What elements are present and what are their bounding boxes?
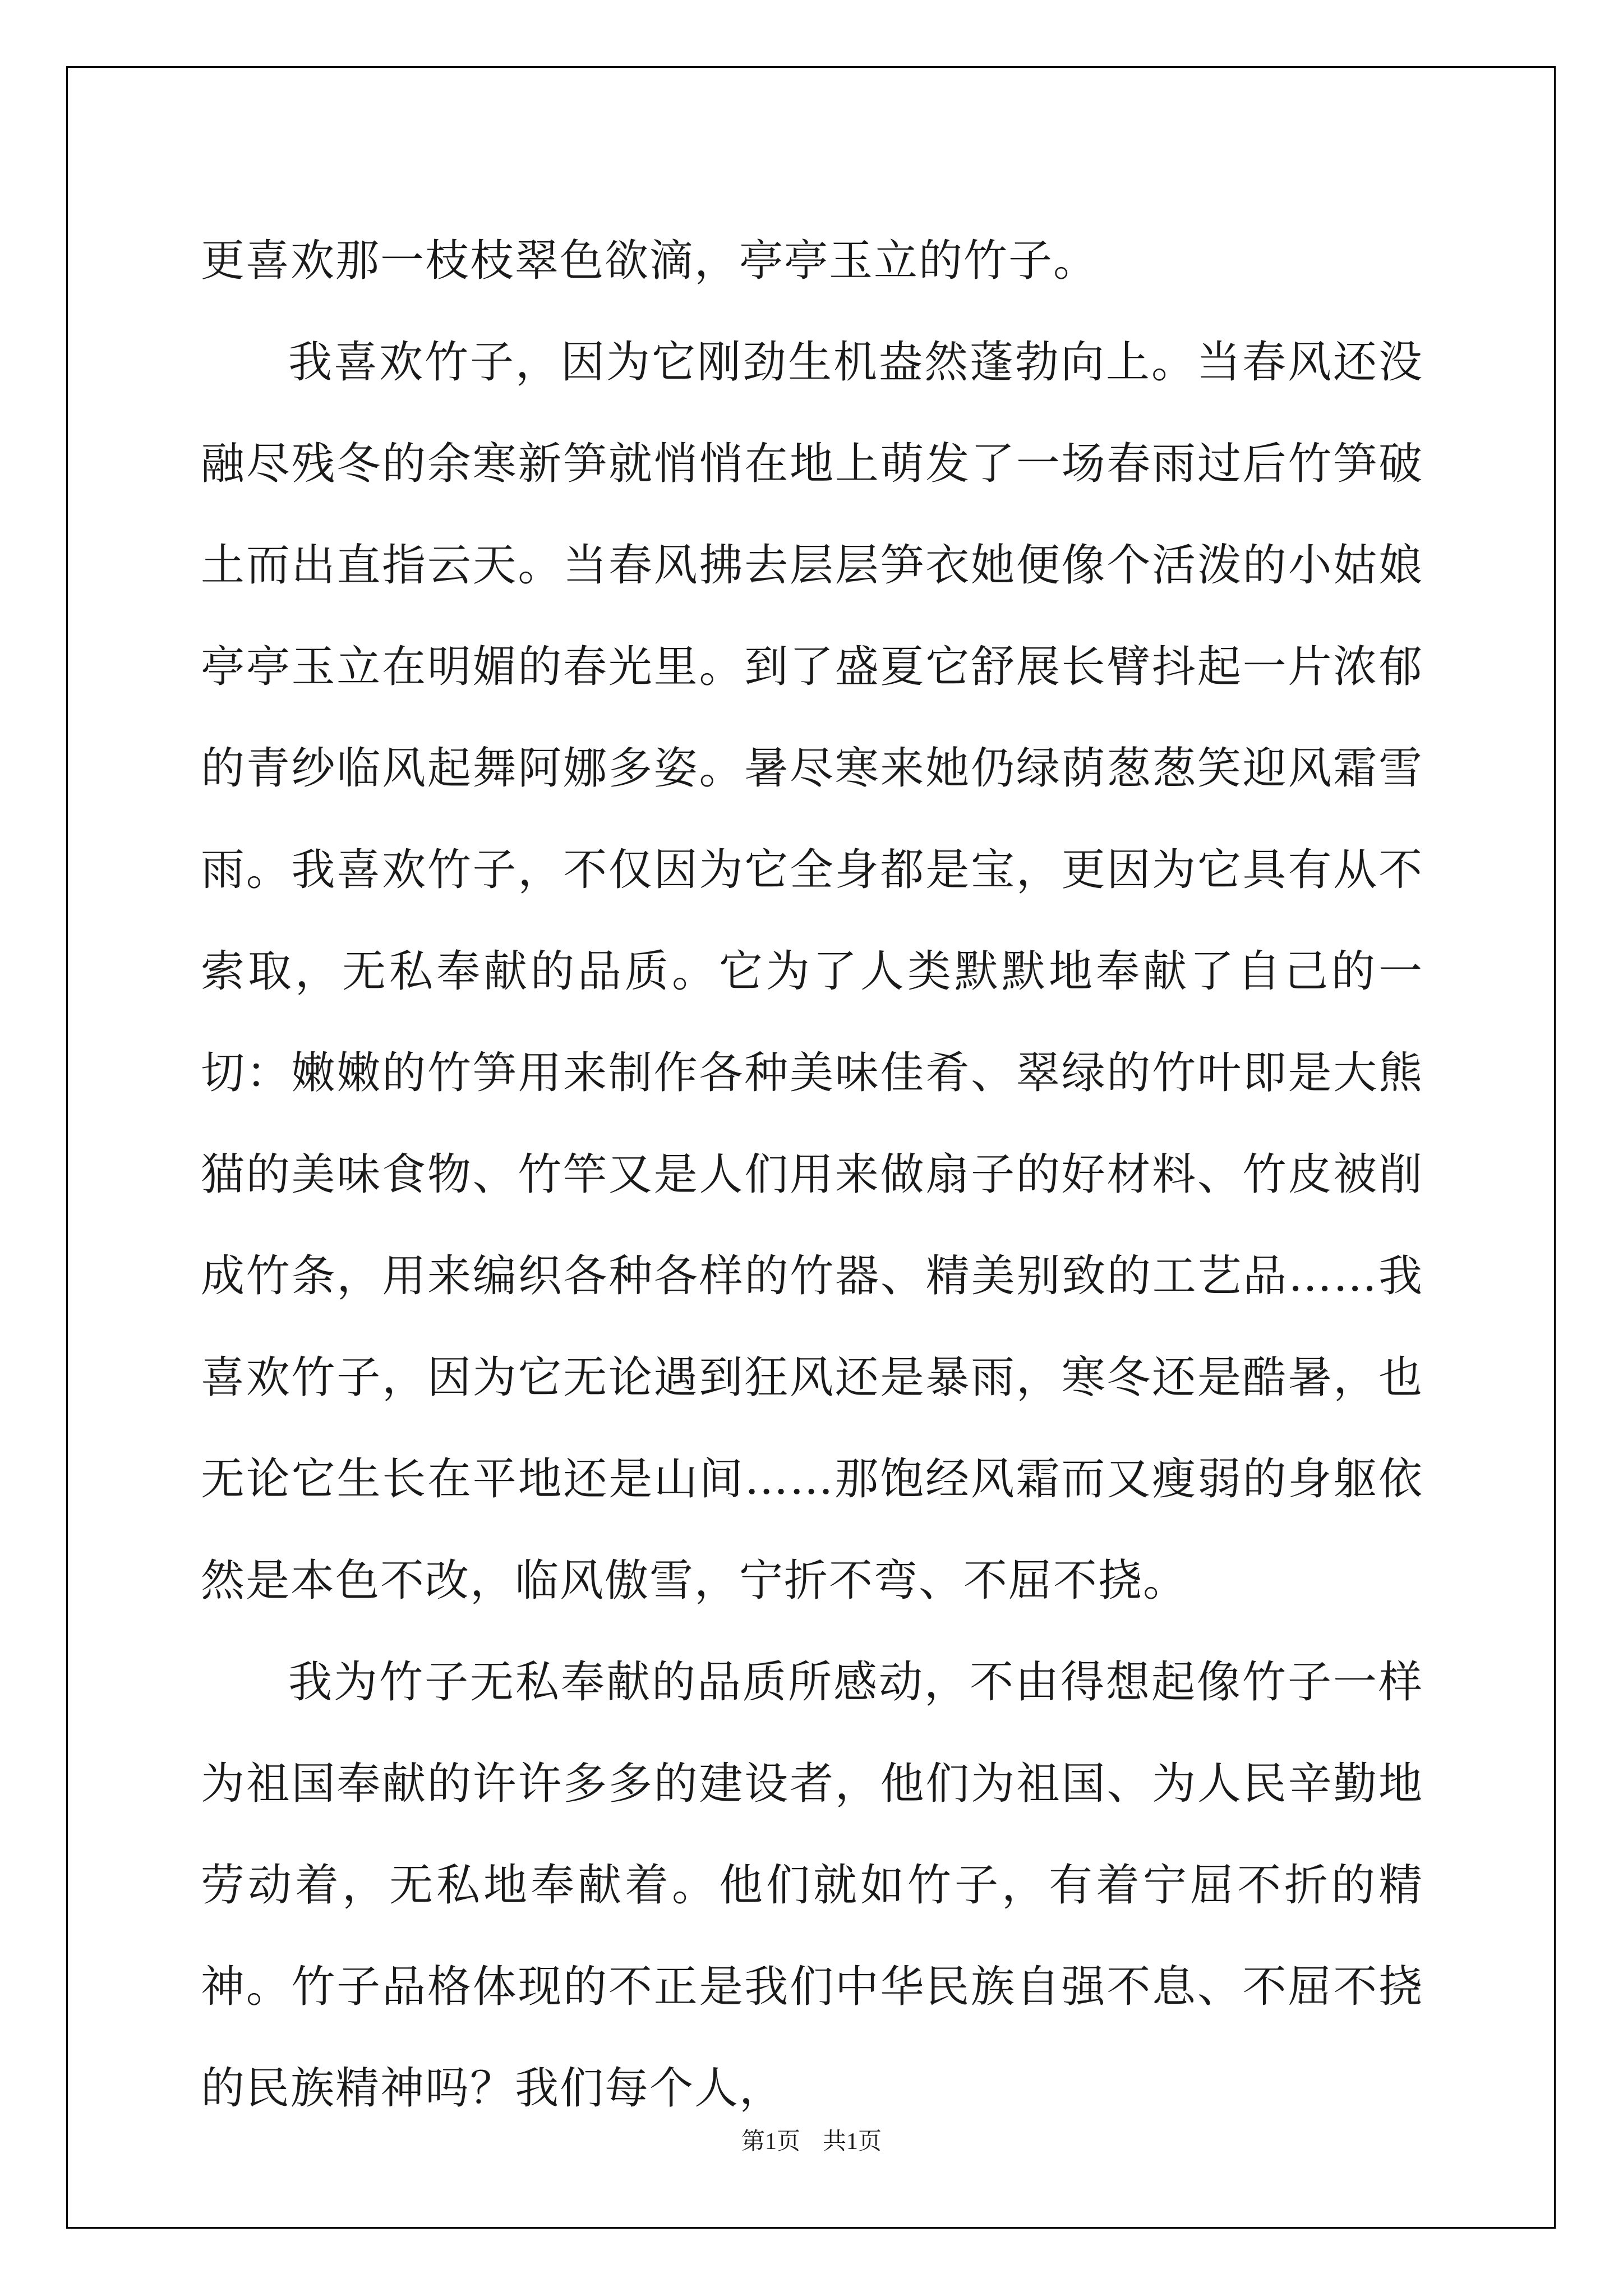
page-number-total: 共1页 <box>823 2129 882 2155</box>
page-number-current: 第1页 <box>741 2129 800 2155</box>
page-footer <box>0 2125 1623 2159</box>
paragraph-1: 更喜欢那一枝枝翠色欲滴，亭亭玉立的竹子。 <box>201 236 1099 286</box>
paragraph-3: 我为竹子无私奉献的品质所感动，不由得想起像竹子一样为祖国奉献的许许多多的建设者，他们为祖国、为人民辛勤地劳动着，无私地奉献着。他们就如竹子，有着宁屈不折的精神。竹子品格体现的不正是我们中华民族自强不息、不屈不挠的民族精神吗？我们每个人， <box>201 1657 1423 2114</box>
paragraph-2: 我喜欢竹子，因为它刚劲生机盎然蓬勃向上。当春风还没融尽残冬的余寒新笋就悄悄在地上萌发了一场春雨过后竹笋破土而出直指云天。当春风拂去层层笋衣她便像个活泼的小姑娘亭亭玉立在明媚的春光里。到了盛夏它舒展长臂抖起一片浓郁的青纱临风起舞阿娜多姿。暑尽寒来她仍绿荫葱葱笑迎风霜雪雨。我喜欢竹子，不仅因为它全身都是宝，更因为它具有从不索取，无私奉献的品质。它为了人类默默地奉献了自己的一切：嫩嫩的竹笋用来制作各种美味佳肴、翠绿的竹叶即是大熊猫的美味食物、竹竿又是人们用来做扇子的好材料、竹皮被削成竹条，用来编织各种各样的竹器、精美别致的工艺品……我喜欢竹子，因为它无论遇到狂风还是暴雨，寒冬还是酷暑，也无论它生长在平地还是山间……那饱经风霜而又瘦弱的身躯依然是本色不改，临风傲雪，宁折不弯、不屈不挠。 <box>201 337 1423 1606</box>
document-body <box>201 210 1423 2139</box>
